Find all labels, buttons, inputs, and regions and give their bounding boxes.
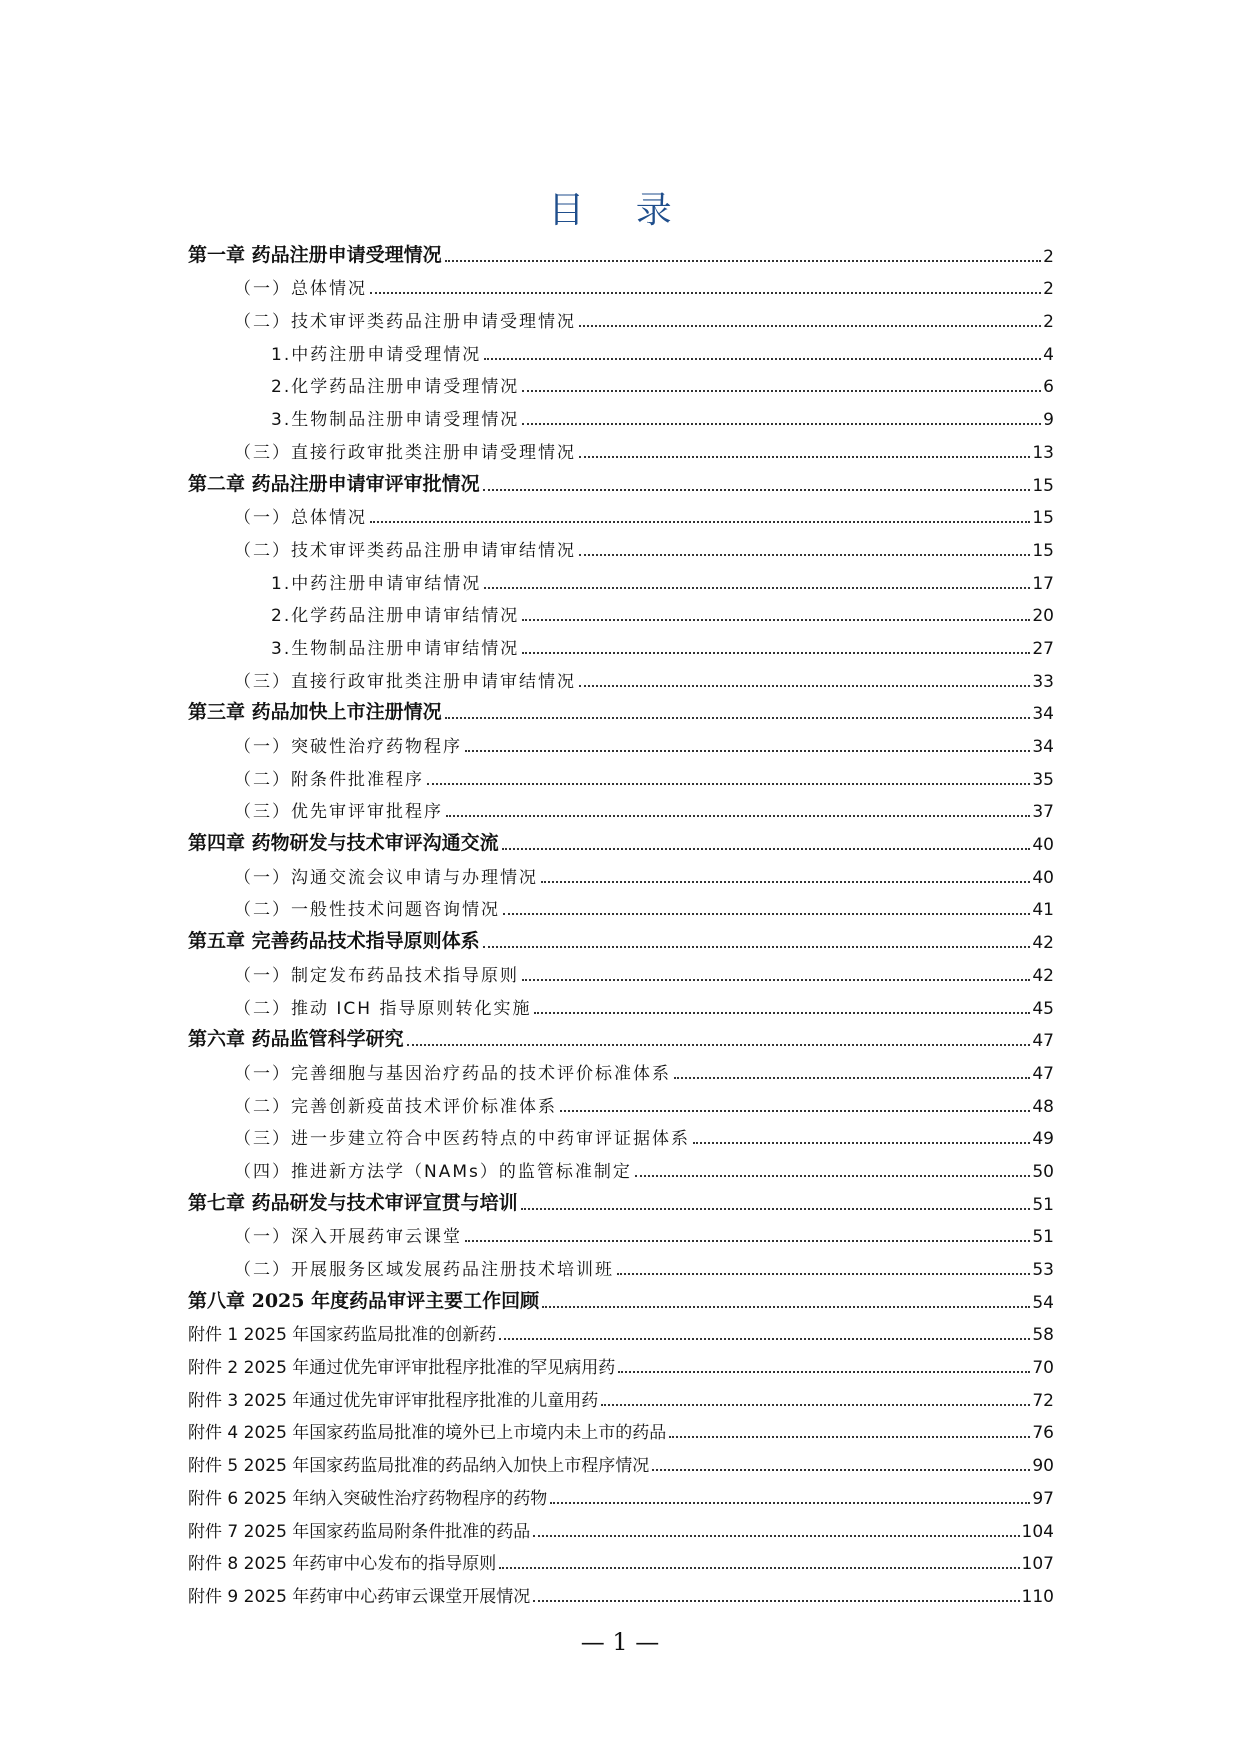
toc-entry-page: 72 xyxy=(1032,1390,1054,1411)
toc-entry-section[interactable] xyxy=(188,761,1054,794)
toc-entry-label: 附件 9 2025 年药审中心药审云课堂开展情况 xyxy=(188,1586,531,1607)
toc-entry-label: 附件 5 2025 年国家药监局批准的药品纳入加快上市程序情况 xyxy=(188,1456,650,1477)
toc-entry-page: 2 xyxy=(1043,246,1054,267)
toc-entry-page: 9 xyxy=(1043,410,1054,431)
toc-entry-label: （二）附条件批准程序 xyxy=(234,769,424,790)
toc-entry-page: 42 xyxy=(1032,933,1054,954)
dot-leader xyxy=(618,1370,1030,1373)
toc-entry-page: 40 xyxy=(1032,867,1054,888)
toc-entry-label: 1.中药注册申请审结情况 xyxy=(271,573,482,594)
toc-entry-label: （二）技术审评类药品注册申请审结情况 xyxy=(234,540,576,561)
toc-entry-label: 附件 3 2025 年通过优先审评审批程序批准的儿童用药 xyxy=(188,1390,599,1411)
toc-entry-section[interactable] xyxy=(188,663,1054,696)
toc-entry-label: 第八章 2025 年度药品审评主要工作回顾 xyxy=(188,1289,540,1312)
toc-entry-label: 3.生物制品注册申请审结情况 xyxy=(271,638,520,659)
toc-entry-subsection[interactable] xyxy=(188,565,1054,598)
dot-leader xyxy=(407,1043,1031,1046)
toc-entry-appendix[interactable] xyxy=(188,1546,1054,1579)
toc-entry-label: （一）总体情况 xyxy=(234,508,367,529)
toc-entry-label: 附件 6 2025 年纳入突破性治疗药物程序的药物 xyxy=(188,1488,548,1509)
dot-leader xyxy=(502,847,1031,850)
dot-leader xyxy=(601,1403,1030,1406)
toc-entry-label: （一）深入开展药审云课堂 xyxy=(234,1227,462,1248)
toc-entry-label: 2.化学药品注册申请受理情况 xyxy=(271,377,520,398)
toc-entry-label: （四）推进新方法学（NAMs）的监管标准制定 xyxy=(234,1161,632,1182)
toc-entry-page: 47 xyxy=(1032,1031,1054,1052)
dot-leader xyxy=(465,749,1030,752)
toc-entry-label: 附件 4 2025 年国家药监局批准的境外已上市境内未上市的药品 xyxy=(188,1423,667,1444)
dot-leader xyxy=(560,1109,1030,1112)
toc-entry-appendix[interactable] xyxy=(188,1317,1054,1350)
toc-entry-page: 47 xyxy=(1032,1063,1054,1084)
toc-entry-section[interactable] xyxy=(188,728,1054,761)
dot-leader xyxy=(579,553,1030,556)
toc-entry-chapter[interactable] xyxy=(188,238,1054,271)
toc-entry-label: （三）直接行政审批类注册申请审结情况 xyxy=(234,671,576,692)
dot-leader xyxy=(674,1076,1030,1079)
toc-entry-label: （二）完善创新疫苗技术评价标准体系 xyxy=(234,1096,557,1117)
dot-leader xyxy=(534,1011,1030,1014)
toc-entry-label: （一）总体情况 xyxy=(234,279,367,300)
toc-entry-label: （二）推动 ICH 指导原则转化实施 xyxy=(234,998,532,1019)
toc-entry-chapter[interactable] xyxy=(188,924,1054,957)
toc-entry-page: 48 xyxy=(1032,1096,1054,1117)
dot-leader xyxy=(522,422,1041,425)
toc-entry-appendix[interactable] xyxy=(188,1513,1054,1546)
toc-entry-page: 49 xyxy=(1032,1129,1054,1150)
toc-entry-label: （三）进一步建立符合中医药特点的中药审评证据体系 xyxy=(234,1129,690,1150)
toc-entry-label: 附件 1 2025 年国家药监局批准的创新药 xyxy=(188,1325,497,1346)
toc-entry-section[interactable] xyxy=(188,500,1054,533)
toc-entry-section[interactable] xyxy=(188,434,1054,467)
dot-leader xyxy=(521,1207,1031,1210)
toc-entry-section[interactable] xyxy=(188,1088,1054,1121)
toc-entry-page: 6 xyxy=(1043,377,1054,398)
toc-entry-page: 4 xyxy=(1043,344,1054,365)
dot-leader xyxy=(579,684,1030,687)
toc-entry-page: 58 xyxy=(1032,1325,1054,1346)
toc-entry-label: 第五章 完善药品技术指导原则体系 xyxy=(188,930,480,953)
toc-entry-label: 第二章 药品注册申请审评审批情况 xyxy=(188,472,480,495)
toc-entry-appendix[interactable] xyxy=(188,1480,1054,1513)
toc-entry-label: 1.中药注册申请受理情况 xyxy=(271,344,482,365)
dot-leader xyxy=(652,1468,1030,1471)
toc-entry-label: 2.化学药品注册申请审结情况 xyxy=(271,606,520,627)
toc-entry-section[interactable] xyxy=(188,1153,1054,1186)
toc-entry-label: 第四章 药物研发与技术审评沟通交流 xyxy=(188,832,499,855)
toc-entry-label: （一）沟通交流会议申请与办理情况 xyxy=(234,867,538,888)
dot-leader xyxy=(669,1435,1030,1438)
dot-leader xyxy=(541,880,1030,883)
toc-entry-page: 90 xyxy=(1032,1456,1054,1477)
toc-entry-page: 110 xyxy=(1021,1586,1054,1607)
toc-entry-section[interactable] xyxy=(188,1219,1054,1252)
toc-entry-chapter[interactable] xyxy=(188,1186,1054,1219)
toc-entry-label: 3.生物制品注册申请受理情况 xyxy=(271,410,520,431)
toc-entry-page: 13 xyxy=(1032,442,1054,463)
toc-entry-section[interactable] xyxy=(188,990,1054,1023)
dot-leader xyxy=(522,389,1041,392)
toc-entry-appendix[interactable] xyxy=(188,1349,1054,1382)
dot-leader xyxy=(445,716,1031,719)
dot-leader xyxy=(579,455,1030,458)
toc-entry-appendix[interactable] xyxy=(188,1447,1054,1480)
toc-entry-label: （二）一般性技术问题咨询情况 xyxy=(234,900,500,921)
dot-leader xyxy=(427,782,1030,785)
dot-leader xyxy=(522,978,1030,981)
toc-entry-page: 15 xyxy=(1032,540,1054,561)
toc-entry-section[interactable] xyxy=(188,957,1054,990)
dot-leader xyxy=(370,520,1030,523)
dot-leader xyxy=(693,1141,1030,1144)
toc-entry-subsection[interactable] xyxy=(188,401,1054,434)
dot-leader xyxy=(503,912,1030,915)
toc-entry-page: 54 xyxy=(1032,1292,1054,1313)
dot-leader xyxy=(542,1305,1030,1308)
page-title: 目 录 xyxy=(548,190,692,231)
toc-entry-section[interactable] xyxy=(188,532,1054,565)
dot-leader xyxy=(533,1599,1019,1602)
toc-entry-appendix[interactable] xyxy=(188,1578,1054,1611)
toc-entry-page: 42 xyxy=(1032,965,1054,986)
toc-entry-label: 第七章 药品研发与技术审评宣贯与培训 xyxy=(188,1191,518,1214)
dot-leader xyxy=(465,1239,1030,1242)
toc-entry-section[interactable] xyxy=(188,1251,1054,1284)
toc-entry-page: 17 xyxy=(1032,573,1054,594)
dot-leader xyxy=(499,1566,1019,1569)
toc-entry-page: 41 xyxy=(1032,900,1054,921)
toc-entry-page: 45 xyxy=(1032,998,1054,1019)
toc-entry-page: 51 xyxy=(1032,1227,1054,1248)
dot-leader xyxy=(522,651,1030,654)
toc-entry-chapter[interactable] xyxy=(188,1284,1054,1317)
toc-entry-label: （二）技术审评类药品注册申请受理情况 xyxy=(234,312,576,333)
toc-entry-page: 15 xyxy=(1032,475,1054,496)
toc-entry-page: 97 xyxy=(1032,1488,1054,1509)
toc-entry-page: 34 xyxy=(1032,737,1054,757)
toc-entry-appendix[interactable] xyxy=(188,1382,1054,1415)
dot-leader xyxy=(484,357,1041,360)
toc-entry-section[interactable] xyxy=(188,1121,1054,1154)
dot-leader xyxy=(579,324,1041,327)
toc-entry-label: （一）制定发布药品技术指导原则 xyxy=(234,965,519,986)
table-of-contents xyxy=(188,238,1054,1611)
toc-entry-chapter[interactable] xyxy=(188,696,1054,729)
dot-leader xyxy=(445,259,1042,262)
dot-leader xyxy=(483,488,1031,491)
toc-entry-section[interactable] xyxy=(188,892,1054,925)
toc-entry-page: 50 xyxy=(1032,1161,1054,1182)
dot-leader xyxy=(446,814,1030,817)
toc-entry-page: 104 xyxy=(1021,1521,1054,1542)
toc-entry-chapter[interactable] xyxy=(188,467,1054,500)
toc-entry-label: （一）突破性治疗药物程序 xyxy=(234,737,462,757)
toc-entry-label: 附件 8 2025 年药审中心发布的指导原则 xyxy=(188,1554,497,1575)
toc-entry-section[interactable] xyxy=(188,271,1054,304)
toc-entry-page: 51 xyxy=(1032,1194,1054,1215)
toc-entry-page: 35 xyxy=(1032,769,1054,790)
toc-entry-section[interactable] xyxy=(188,1055,1054,1088)
toc-entry-label: （三）直接行政审批类注册申请受理情况 xyxy=(234,442,576,463)
toc-entry-label: （三）优先审评审批程序 xyxy=(234,802,443,823)
toc-entry-page: 53 xyxy=(1032,1260,1054,1280)
toc-entry-label: 附件 2 2025 年通过优先审评审批程序批准的罕见病用药 xyxy=(188,1358,616,1379)
toc-entry-page: 20 xyxy=(1032,606,1054,627)
toc-entry-label: 第一章 药品注册申请受理情况 xyxy=(188,243,442,266)
toc-entry-label: 第六章 药品监管科学研究 xyxy=(188,1028,404,1051)
toc-entry-page: 76 xyxy=(1032,1423,1054,1444)
toc-entry-subsection[interactable] xyxy=(188,336,1054,369)
toc-entry-page: 27 xyxy=(1032,638,1054,659)
toc-entry-section[interactable] xyxy=(188,859,1054,892)
dot-leader xyxy=(635,1174,1030,1177)
toc-entry-page: 33 xyxy=(1032,671,1054,692)
toc-entry-subsection[interactable] xyxy=(188,598,1054,631)
dot-leader xyxy=(550,1501,1030,1504)
toc-entry-section[interactable] xyxy=(188,303,1054,336)
dot-leader xyxy=(484,586,1030,589)
toc-entry-appendix[interactable] xyxy=(188,1415,1054,1448)
toc-entry-label: 附件 7 2025 年国家药监局附条件批准的药品 xyxy=(188,1521,531,1542)
toc-entry-subsection[interactable] xyxy=(188,369,1054,402)
toc-entry-chapter[interactable] xyxy=(188,1023,1054,1056)
dot-leader xyxy=(370,291,1041,294)
toc-entry-page: 40 xyxy=(1032,835,1054,856)
toc-entry-page: 37 xyxy=(1032,802,1054,823)
toc-entry-section[interactable] xyxy=(188,794,1054,827)
toc-entry-page: 70 xyxy=(1032,1358,1054,1379)
toc-entry-page: 107 xyxy=(1021,1554,1054,1575)
toc-entry-subsection[interactable] xyxy=(188,630,1054,663)
dot-leader xyxy=(522,618,1030,621)
dot-leader xyxy=(483,945,1031,948)
toc-entry-page: 2 xyxy=(1043,312,1054,333)
dot-leader xyxy=(533,1534,1019,1537)
dot-leader xyxy=(617,1272,1030,1275)
toc-entry-label: （二）开展服务区域发展药品注册技术培训班 xyxy=(234,1260,614,1280)
toc-entry-page: 34 xyxy=(1032,704,1054,725)
toc-entry-page: 2 xyxy=(1043,279,1054,300)
toc-entry-label: （一）完善细胞与基因治疗药品的技术评价标准体系 xyxy=(234,1063,671,1084)
toc-entry-page: 15 xyxy=(1032,508,1054,529)
toc-entry-chapter[interactable] xyxy=(188,826,1054,859)
dot-leader xyxy=(499,1337,1030,1340)
page-number: — 1 — xyxy=(580,1628,660,1656)
toc-entry-label: 第三章 药品加快上市注册情况 xyxy=(188,701,442,724)
